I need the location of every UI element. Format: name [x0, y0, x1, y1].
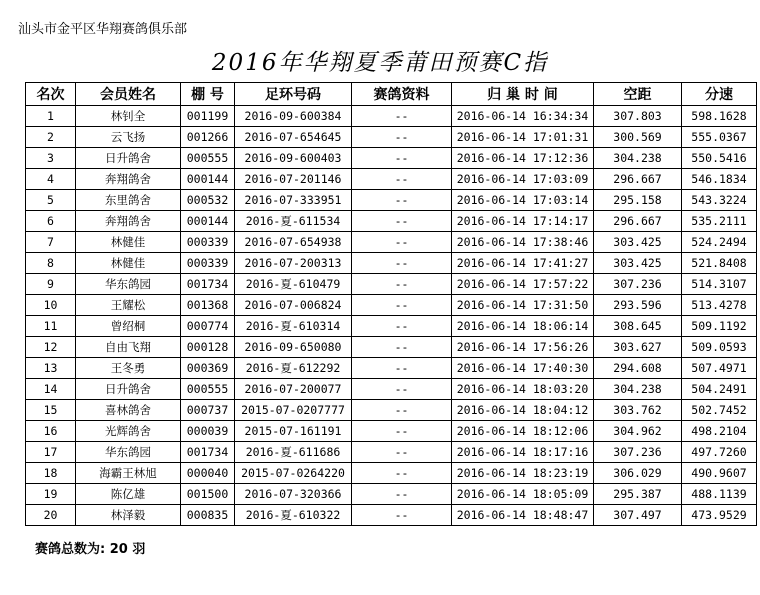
table-row — [26, 316, 757, 337]
cell-rank: 4 — [26, 169, 76, 190]
cell-pigeon-info: -- — [352, 442, 452, 463]
cell-return-time: 2016-06-14 18:06:14 — [452, 316, 594, 337]
table-row — [26, 148, 757, 169]
cell-pigeon-info: -- — [352, 358, 452, 379]
cell-return-time: 2016-06-14 17:57:22 — [452, 274, 594, 295]
cell-return-time: 2016-06-14 17:38:46 — [452, 232, 594, 253]
cell-ring-number: 2016-夏-610322 — [235, 505, 352, 526]
cell-member-name: 云飞扬 — [76, 127, 181, 148]
cell-return-time: 2016-06-14 17:01:31 — [452, 127, 594, 148]
cell-speed: 509.0593 — [682, 337, 757, 358]
cell-rank: 18 — [26, 463, 76, 484]
cell-return-time: 2016-06-14 17:56:26 — [452, 337, 594, 358]
cell-loft-number: 000532 — [181, 190, 235, 211]
cell-pigeon-info: -- — [352, 400, 452, 421]
cell-rank: 12 — [26, 337, 76, 358]
cell-speed: 509.1192 — [682, 316, 757, 337]
cell-distance: 304.962 — [594, 421, 682, 442]
cell-pigeon-info: -- — [352, 463, 452, 484]
cell-member-name: 林钊全 — [76, 106, 181, 127]
cell-distance: 303.762 — [594, 400, 682, 421]
cell-loft-number: 001734 — [181, 442, 235, 463]
table-row — [26, 274, 757, 295]
cell-speed: 502.7452 — [682, 400, 757, 421]
cell-ring-number: 2016-07-654645 — [235, 127, 352, 148]
cell-rank: 15 — [26, 400, 76, 421]
cell-member-name: 陈亿雄 — [76, 484, 181, 505]
cell-rank: 9 — [26, 274, 76, 295]
cell-loft-number: 000339 — [181, 232, 235, 253]
cell-ring-number: 2016-夏-610479 — [235, 274, 352, 295]
cell-member-name: 日升鸽舍 — [76, 379, 181, 400]
cell-distance: 308.645 — [594, 316, 682, 337]
table-header-row — [26, 83, 757, 106]
cell-return-time: 2016-06-14 18:04:12 — [452, 400, 594, 421]
cell-distance: 295.158 — [594, 190, 682, 211]
cell-distance: 303.425 — [594, 232, 682, 253]
table-row — [26, 106, 757, 127]
cell-loft-number: 000737 — [181, 400, 235, 421]
cell-speed: 546.1834 — [682, 169, 757, 190]
cell-pigeon-info: -- — [352, 211, 452, 232]
cell-rank: 17 — [26, 442, 76, 463]
cell-return-time: 2016-06-14 18:23:19 — [452, 463, 594, 484]
cell-speed: 497.7260 — [682, 442, 757, 463]
cell-ring-number: 2015-07-0207777 — [235, 400, 352, 421]
cell-loft-number: 000835 — [181, 505, 235, 526]
cell-speed: 513.4278 — [682, 295, 757, 316]
cell-distance: 307.236 — [594, 442, 682, 463]
cell-return-time: 2016-06-14 17:03:09 — [452, 169, 594, 190]
table-row — [26, 484, 757, 505]
table-row — [26, 505, 757, 526]
cell-speed: 521.8408 — [682, 253, 757, 274]
cell-distance: 294.608 — [594, 358, 682, 379]
cell-ring-number: 2015-07-161191 — [235, 421, 352, 442]
cell-pigeon-info: -- — [352, 337, 452, 358]
cell-speed: 543.3224 — [682, 190, 757, 211]
cell-ring-number: 2016-09-600384 — [235, 106, 352, 127]
cell-speed: 555.0367 — [682, 127, 757, 148]
cell-return-time: 2016-06-14 17:31:50 — [452, 295, 594, 316]
cell-member-name: 曾绍桐 — [76, 316, 181, 337]
table-row — [26, 400, 757, 421]
cell-loft-number: 001266 — [181, 127, 235, 148]
cell-rank: 5 — [26, 190, 76, 211]
cell-loft-number: 000774 — [181, 316, 235, 337]
cell-speed: 550.5416 — [682, 148, 757, 169]
cell-member-name: 日升鸽舍 — [76, 148, 181, 169]
header-member-name: 会员姓名 — [76, 83, 181, 106]
cell-speed: 488.1139 — [682, 484, 757, 505]
cell-speed: 507.4971 — [682, 358, 757, 379]
results-table — [25, 82, 757, 526]
cell-ring-number: 2016-07-333951 — [235, 190, 352, 211]
cell-member-name: 林泽毅 — [76, 505, 181, 526]
total-count: 赛鸽总数为: 20 羽 — [35, 542, 146, 557]
cell-ring-number: 2015-07-0264220 — [235, 463, 352, 484]
cell-pigeon-info: -- — [352, 232, 452, 253]
cell-ring-number: 2016-夏-610314 — [235, 316, 352, 337]
table-row — [26, 295, 757, 316]
cell-rank: 6 — [26, 211, 76, 232]
cell-rank: 2 — [26, 127, 76, 148]
cell-rank: 20 — [26, 505, 76, 526]
cell-ring-number: 2016-07-654938 — [235, 232, 352, 253]
cell-ring-number: 2016-07-200313 — [235, 253, 352, 274]
cell-member-name: 奔翔鸽舍 — [76, 169, 181, 190]
cell-ring-number: 2016-07-320366 — [235, 484, 352, 505]
cell-pigeon-info: -- — [352, 295, 452, 316]
cell-ring-number: 2016-夏-611686 — [235, 442, 352, 463]
cell-pigeon-info: -- — [352, 169, 452, 190]
cell-ring-number: 2016-07-006824 — [235, 295, 352, 316]
cell-pigeon-info: -- — [352, 274, 452, 295]
table-row — [26, 337, 757, 358]
cell-member-name: 喜林鸽舍 — [76, 400, 181, 421]
table-row — [26, 127, 757, 148]
cell-pigeon-info: -- — [352, 421, 452, 442]
cell-member-name: 王耀松 — [76, 295, 181, 316]
cell-return-time: 2016-06-14 17:03:14 — [452, 190, 594, 211]
header-pigeon-info: 赛鸽资料 — [352, 83, 452, 106]
cell-speed: 504.2491 — [682, 379, 757, 400]
cell-rank: 11 — [26, 316, 76, 337]
cell-member-name: 奔翔鸽舍 — [76, 211, 181, 232]
cell-ring-number: 2016-07-201146 — [235, 169, 352, 190]
table-row — [26, 358, 757, 379]
cell-distance: 293.596 — [594, 295, 682, 316]
cell-loft-number: 000128 — [181, 337, 235, 358]
cell-loft-number: 000040 — [181, 463, 235, 484]
header-ring-number: 足环号码 — [235, 83, 352, 106]
cell-member-name: 东里鸽舍 — [76, 190, 181, 211]
cell-member-name: 华东鸽园 — [76, 442, 181, 463]
cell-distance: 304.238 — [594, 148, 682, 169]
cell-member-name: 林健佳 — [76, 232, 181, 253]
table-row — [26, 442, 757, 463]
cell-member-name: 林健佳 — [76, 253, 181, 274]
cell-rank: 16 — [26, 421, 76, 442]
header-distance: 空距 — [594, 83, 682, 106]
cell-ring-number: 2016-09-650080 — [235, 337, 352, 358]
cell-speed: 535.2111 — [682, 211, 757, 232]
cell-loft-number: 000369 — [181, 358, 235, 379]
cell-return-time: 2016-06-14 18:05:09 — [452, 484, 594, 505]
table-row — [26, 421, 757, 442]
cell-pigeon-info: -- — [352, 379, 452, 400]
cell-loft-number: 001368 — [181, 295, 235, 316]
cell-speed: 490.9607 — [682, 463, 757, 484]
cell-distance: 307.497 — [594, 505, 682, 526]
cell-member-name: 王冬勇 — [76, 358, 181, 379]
club-name: 汕头市金平区华翔赛鸽俱乐部 — [18, 22, 188, 37]
cell-pigeon-info: -- — [352, 253, 452, 274]
header-rank: 名次 — [26, 83, 76, 106]
cell-rank: 7 — [26, 232, 76, 253]
cell-ring-number: 2016-07-200077 — [235, 379, 352, 400]
cell-speed: 498.2104 — [682, 421, 757, 442]
cell-loft-number: 000339 — [181, 253, 235, 274]
cell-rank: 10 — [26, 295, 76, 316]
cell-distance: 306.029 — [594, 463, 682, 484]
cell-loft-number: 000144 — [181, 211, 235, 232]
cell-speed: 514.3107 — [682, 274, 757, 295]
cell-distance: 296.667 — [594, 169, 682, 190]
table-row — [26, 211, 757, 232]
cell-pigeon-info: -- — [352, 148, 452, 169]
cell-distance: 300.569 — [594, 127, 682, 148]
cell-pigeon-info: -- — [352, 505, 452, 526]
cell-member-name: 华东鸽园 — [76, 274, 181, 295]
cell-distance: 303.627 — [594, 337, 682, 358]
table-row — [26, 253, 757, 274]
header-loft-number: 棚 号 — [181, 83, 235, 106]
cell-speed: 524.2494 — [682, 232, 757, 253]
cell-distance: 295.387 — [594, 484, 682, 505]
cell-loft-number: 001199 — [181, 106, 235, 127]
cell-pigeon-info: -- — [352, 127, 452, 148]
cell-loft-number: 000144 — [181, 169, 235, 190]
header-return-time: 归 巢 时 间 — [452, 83, 594, 106]
cell-loft-number: 001734 — [181, 274, 235, 295]
cell-pigeon-info: -- — [352, 106, 452, 127]
cell-rank: 3 — [26, 148, 76, 169]
cell-distance: 307.236 — [594, 274, 682, 295]
cell-distance: 303.425 — [594, 253, 682, 274]
cell-distance: 304.238 — [594, 379, 682, 400]
table-row — [26, 379, 757, 400]
cell-ring-number: 2016-夏-612292 — [235, 358, 352, 379]
cell-member-name: 光辉鸽舍 — [76, 421, 181, 442]
table-row — [26, 190, 757, 211]
cell-distance: 296.667 — [594, 211, 682, 232]
table-row — [26, 169, 757, 190]
cell-rank: 1 — [26, 106, 76, 127]
cell-ring-number: 2016-夏-611534 — [235, 211, 352, 232]
cell-member-name: 海霸王林旭 — [76, 463, 181, 484]
table-row — [26, 463, 757, 484]
cell-return-time: 2016-06-14 17:14:17 — [452, 211, 594, 232]
cell-return-time: 2016-06-14 18:17:16 — [452, 442, 594, 463]
cell-return-time: 2016-06-14 18:48:47 — [452, 505, 594, 526]
cell-ring-number: 2016-09-600403 — [235, 148, 352, 169]
cell-return-time: 2016-06-14 16:34:34 — [452, 106, 594, 127]
cell-return-time: 2016-06-14 18:03:20 — [452, 379, 594, 400]
cell-return-time: 2016-06-14 17:12:36 — [452, 148, 594, 169]
cell-return-time: 2016-06-14 17:40:30 — [452, 358, 594, 379]
cell-pigeon-info: -- — [352, 316, 452, 337]
cell-pigeon-info: -- — [352, 190, 452, 211]
results-body — [26, 106, 757, 526]
cell-loft-number: 001500 — [181, 484, 235, 505]
cell-rank: 13 — [26, 358, 76, 379]
cell-speed: 598.1628 — [682, 106, 757, 127]
cell-loft-number: 000555 — [181, 148, 235, 169]
cell-speed: 473.9529 — [682, 505, 757, 526]
cell-rank: 8 — [26, 253, 76, 274]
cell-pigeon-info: -- — [352, 484, 452, 505]
cell-return-time: 2016-06-14 17:41:27 — [452, 253, 594, 274]
cell-loft-number: 000555 — [181, 379, 235, 400]
table-row — [26, 232, 757, 253]
page-title: 2016年华翔夏季莆田预赛C指 — [211, 50, 549, 76]
cell-rank: 14 — [26, 379, 76, 400]
cell-loft-number: 000039 — [181, 421, 235, 442]
cell-return-time: 2016-06-14 18:12:06 — [452, 421, 594, 442]
header-speed: 分速 — [682, 83, 757, 106]
cell-member-name: 自由飞翔 — [76, 337, 181, 358]
cell-distance: 307.803 — [594, 106, 682, 127]
cell-rank: 19 — [26, 484, 76, 505]
